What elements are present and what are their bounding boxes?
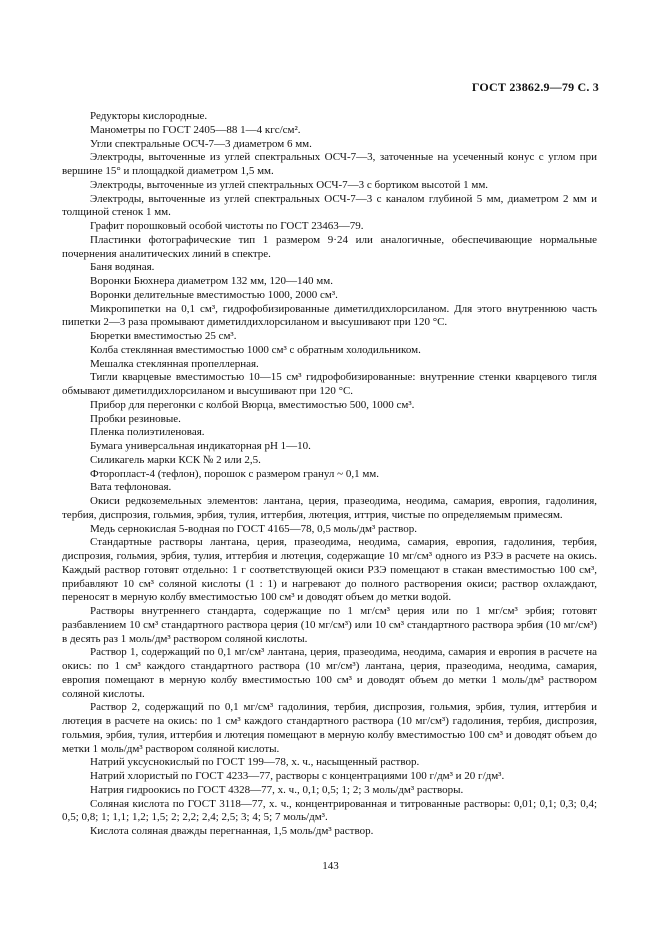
paragraph: Кислота соляная дважды перегнанная, 1,5 моль/дм³ раствор. [90,825,374,837]
paragraph: Натрий хлористый по ГОСТ 4233—77, растворы с концентрациями 100 г/дм³ и 20 г/дм³. [90,770,505,782]
paragraph: Пробки резиновые. [90,412,181,425]
paragraph: Натрий уксуснокислый по ГОСТ 199—78, х. ч., насыщенный раствор. [90,756,420,769]
paragraph: Электроды, выточенные из углей спектральных ОСЧ-7—3 с бортиком высотой 1 мм. [90,178,489,191]
paragraph: Растворы внутреннего стандарта, содержащие по 1 мг/см³ церия или по 1 мг/см³ эрбия; готовят разбавлением 10 см³ стандартного раствора церия (10 мг/см³) или 10 см³ стандартного раствора эрбия (10 мг/см³) в десять раз 1 моль/дм³ раствором соляной кислоты. [62,605,597,645]
paragraph: Электроды, выточенные из углей спектральных ОСЧ-7—3, заточенные на усеченный конус с углом при вершине 15° и площадкой диаметром 1,5 мм. [62,151,597,177]
paragraph: Раствор 2, содержащий по 0,1 мг/см³ гадолиния, тербия, диспрозия, гольмия, эрбия, тулия, иттербия и лютеция в расчете на окись: по 1 см³ каждого стандартного раствора (10 мг/см³) гадолиния, тербия, диспрозия, гольмия, эрбия, тулия, иттербия и лютеция помещают в мерную колбу вместимостью 100 см³ и доводят объем до метки 1 моль/дм³ раствором соляной кислоты. [62,701,597,755]
paragraph: Пластинки фотографические тип 1 размером 9·24 или аналогичные, обеспечивающие нормальные почернения аналитических линий в спектре. [62,233,597,260]
paragraph: Воронки Бюхнера диаметром 132 мм, 120—140 мм. [90,275,333,287]
paragraph: Воронки делительные вместимостью 1000, 2000 см³. [90,288,338,301]
paragraph: Прибор для перегонки с колбой Вюрца, вместимостью 500, 1000 см³. [90,398,415,411]
paragraph: Баня водяная. [90,261,155,274]
paragraph: Графит порошковый особой чистоты по ГОСТ 23463—79. [90,220,364,232]
paragraph: Бюретки вместимостью 25 см³. [90,330,237,342]
paragraph: Тигли кварцевые вместимостью 10—15 см³ гидрофобизированные: внутренние стенки кварцевого тигля обмывают диметилдихлорсиланом и высушивают при 120 °С. [62,371,597,397]
paragraph: Соляная кислота по ГОСТ 3118—77, х. ч., концентрированная и титрованные растворы: 0,01; 0,1; 0,3; 0,4; 0,5; 0,8; 1; 1,1; 1,2; 1,5; 2; 2,2; 2,4; 2,5; 3; 4; 5; 7 моль/дм³. [62,797,597,824]
page-number: 143 [322,860,339,872]
paragraph: Фторопласт-4 (тефлон), порошок с размером гранул ~ 0,1 мм. [90,467,380,480]
paragraph: Пленка полиэтиленовая. [90,426,205,439]
paragraph: Силикагель марки КСК № 2 или 2,5. [90,453,261,466]
paragraph: Раствор 1, содержащий по 0,1 мг/см³ лантана, церия, празеодима, неодима, самария и европия в расчете на окись: по 1 см³ каждого стандартного раствора (10 мг/см³) лантана, церия, празеодима, неодима, самария, европия помещают в мерную колбу вместимостью 100 см³ и доводят объем до метки 1 моль/дм³ раствором соляной кислоты. [62,646,597,700]
paragraph: Натрия гидроокись по ГОСТ 4328—77, х. ч., 0,1; 0,5; 1; 2; 3 моль/дм³ растворы. [90,783,464,796]
running-header: ГОСТ 23862.9—79 С. 3 [471,80,599,94]
paragraph: Редукторы кислородные. [90,110,208,122]
paragraph: Стандартные растворы лантана, церия, празеодима, неодима, самария, европия, гадолиния, тербия, диспрозия, гольмия, эрбия, тулия, иттербия и лютеция, содержащие 10 мг/см³ одного из РЗЭ в расчете на окись. Каждый раствор готовят отдельно: 1 г соответствующей окиси РЗЭ помещают в стакан вместимостью 100 см³, прибавляют 10 см³ соляной кислоты (1 : 1) и нагревают до полного растворения окиси; раствор охлаждают, переносят в мерную колбу вместимостью 100 см³ и доводят объем до метки водой. [62,536,597,604]
body-text [62,110,597,839]
paragraph: Электроды, выточенные из углей спектральных ОСЧ-7—3 с каналом глубиной 5 мм, диаметром 2 мм и толщиной стенок 1 мм. [62,192,597,219]
paragraph: Мешалка стеклянная пропеллерная. [90,357,259,370]
paragraph: Угли спектральные ОСЧ-7—3 диаметром 6 мм. [90,137,312,150]
paragraph: Микропипетки на 0,1 см³, гидрофобизированные диметилдихлорсиланом. Для этого внутреннюю часть пипетки 2—3 раза промывают диметилдихлорсиланом и высушивают при 120 °С. [62,302,597,329]
paragraph: Медь сернокислая 5-водная по ГОСТ 4165—78, 0,5 моль/дм³ раствор. [90,522,417,535]
paragraph: Вата тефлоновая. [90,481,172,494]
paragraph: Манометры по ГОСТ 2405—88 1—4 кгс/см². [90,123,301,136]
paragraph: Бумага универсальная индикаторная pH 1—10. [90,440,311,452]
paragraph: Окиси редкоземельных элементов: лантана, церия, празеодима, неодима, самария, европия, гадолиния, тербия, диспрозия, гольмия, эрбия, тулия, иттербия, лютеция, иттрия, чистые по определяемым примесям. [62,495,597,521]
paragraph: Колба стеклянная вместимостью 1000 см³ с обратным холодильником. [90,343,421,356]
